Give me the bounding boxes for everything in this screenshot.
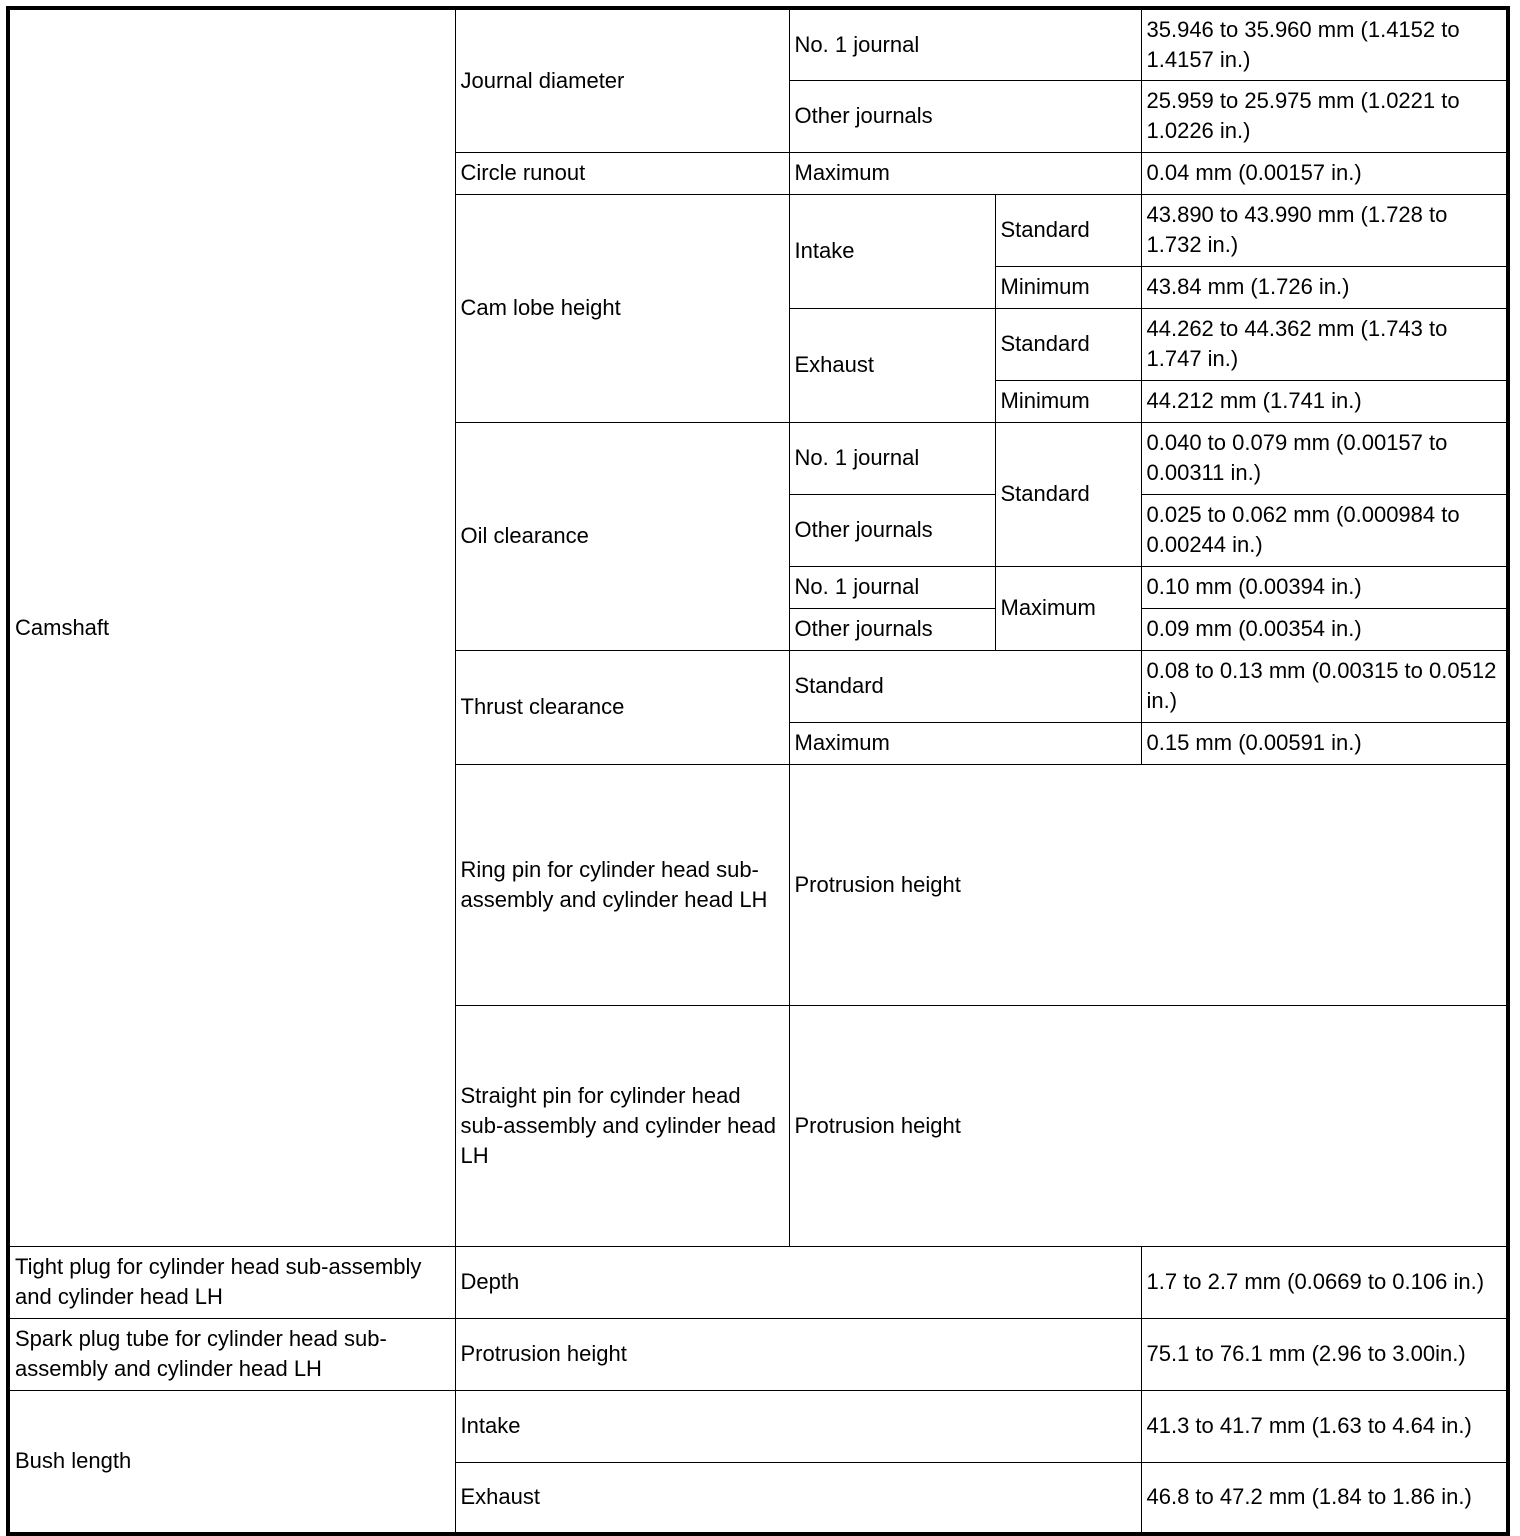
table-row: [8, 8, 1508, 80]
ring-pin-item: Protrusion height: [789, 764, 1508, 1005]
circle-runout-max-value: 0.04 mm (0.00157 in.): [1141, 152, 1508, 194]
oil-max-label: Maximum: [995, 566, 1141, 650]
journal-other-value: 25.959 to 25.975 mm (1.0221 to 1.0226 in.): [1141, 80, 1508, 152]
straight-pin-item: Protrusion height: [789, 1005, 1508, 1246]
oil-max-other-value: 0.09 mm (0.00354 in.): [1141, 608, 1508, 650]
bush-exhaust-value: 46.8 to 47.2 mm (1.84 to 1.86 in.): [1141, 1462, 1508, 1534]
camshaft-label: Camshaft: [8, 8, 455, 1246]
oil-max-no1-label: No. 1 journal: [789, 566, 995, 608]
oil-std-label: Standard: [995, 422, 1141, 566]
table-row: [8, 1246, 1508, 1318]
cam-lobe-exhaust-std-value: 44.262 to 44.362 mm (1.743 to 1.747 in.): [1141, 308, 1508, 380]
straight-pin-label: Straight pin for cylinder head sub-assembly and cylinder head LH: [455, 1005, 789, 1246]
oil-max-other-label: Other journals: [789, 608, 995, 650]
thrust-std-label: Standard: [789, 650, 1141, 722]
circle-runout-label: Circle runout: [455, 152, 789, 194]
thrust-max-value: 0.15 mm (0.00591 in.): [1141, 722, 1508, 764]
cam-lobe-intake-min-value: 43.84 mm (1.726 in.): [1141, 266, 1508, 308]
table-row: [8, 1390, 1508, 1462]
bush-length-label: Bush length: [8, 1390, 455, 1534]
bush-intake-label: Intake: [455, 1390, 1141, 1462]
bush-exhaust-label: Exhaust: [455, 1462, 1141, 1534]
cam-lobe-intake-std-value: 43.890 to 43.990 mm (1.728 to 1.732 in.): [1141, 194, 1508, 266]
cam-lobe-intake-min-label: Minimum: [995, 266, 1141, 308]
journal-diameter-label: Journal diameter: [455, 8, 789, 152]
cam-lobe-height-label: Cam lobe height: [455, 194, 789, 422]
journal-no1-label: No. 1 journal: [789, 8, 1141, 80]
oil-std-other-value: 0.025 to 0.062 mm (0.000984 to 0.00244 in.): [1141, 494, 1508, 566]
thrust-max-label: Maximum: [789, 722, 1141, 764]
spark-plug-tube-item: Protrusion height: [455, 1318, 1141, 1390]
circle-runout-max-label: Maximum: [789, 152, 1141, 194]
journal-no1-value: 35.946 to 35.960 mm (1.4152 to 1.4157 in.): [1141, 8, 1508, 80]
tight-plug-value: 1.7 to 2.7 mm (0.0669 to 0.106 in.): [1141, 1246, 1508, 1318]
oil-std-other-label: Other journals: [789, 494, 995, 566]
specification-table: [6, 6, 1510, 1536]
journal-other-label: Other journals: [789, 80, 1141, 152]
cam-lobe-exhaust-min-label: Minimum: [995, 380, 1141, 422]
cam-lobe-exhaust-std-label: Standard: [995, 308, 1141, 380]
cam-lobe-exhaust-label: Exhaust: [789, 308, 995, 422]
thrust-std-value: 0.08 to 0.13 mm (0.00315 to 0.0512 in.): [1141, 650, 1508, 722]
thrust-clearance-label: Thrust clearance: [455, 650, 789, 764]
oil-max-no1-value: 0.10 mm (0.00394 in.): [1141, 566, 1508, 608]
oil-clearance-label: Oil clearance: [455, 422, 789, 650]
table-row: [8, 1318, 1508, 1390]
spark-plug-tube-label: Spark plug tube for cylinder head sub-assembly and cylinder head LH: [8, 1318, 455, 1390]
cam-lobe-intake-label: Intake: [789, 194, 995, 308]
oil-std-no1-label: No. 1 journal: [789, 422, 995, 494]
spark-plug-tube-value: 75.1 to 76.1 mm (2.96 to 3.00in.): [1141, 1318, 1508, 1390]
ring-pin-label: Ring pin for cylinder head sub-assembly and cylinder head LH: [455, 764, 789, 1005]
tight-plug-label: Tight plug for cylinder head sub-assembly and cylinder head LH: [8, 1246, 455, 1318]
tight-plug-item: Depth: [455, 1246, 1141, 1318]
oil-std-no1-value: 0.040 to 0.079 mm (0.00157 to 0.00311 in.): [1141, 422, 1508, 494]
cam-lobe-intake-std-label: Standard: [995, 194, 1141, 266]
bush-intake-value: 41.3 to 41.7 mm (1.63 to 4.64 in.): [1141, 1390, 1508, 1462]
cam-lobe-exhaust-min-value: 44.212 mm (1.741 in.): [1141, 380, 1508, 422]
